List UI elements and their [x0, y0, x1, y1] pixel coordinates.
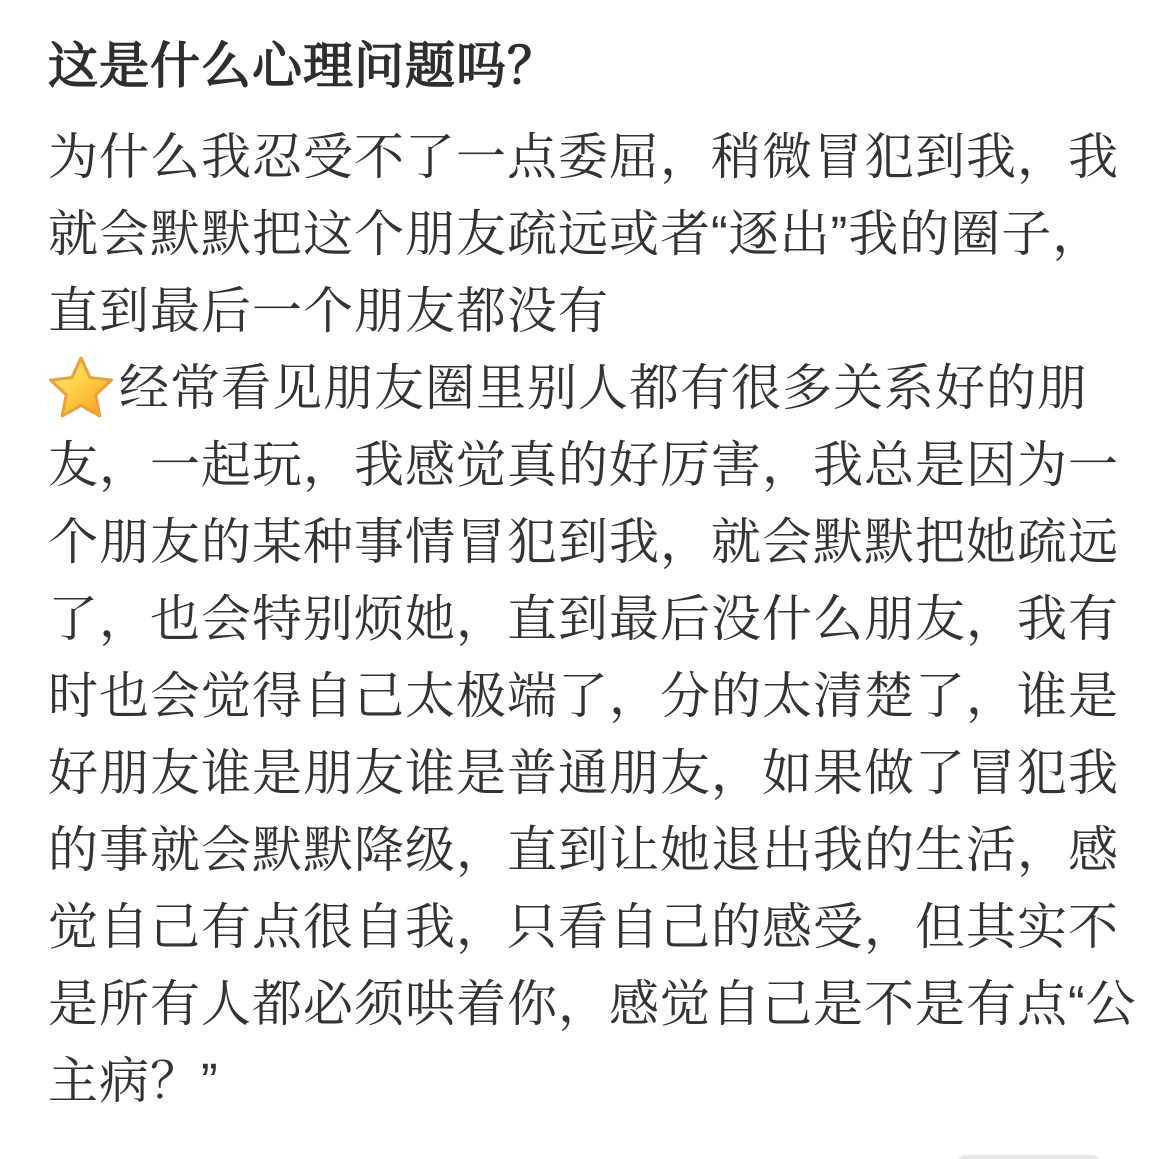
body-text-line: 的事就会默默降级，直到让她退出我的生活，感 — [48, 822, 1119, 878]
star-icon — [48, 356, 114, 422]
question-body — [48, 119, 1137, 1120]
body-text-line: 好朋友谁是朋友谁是普通朋友，如果做了冒犯我 — [48, 745, 1119, 801]
body-text-line: 就会默默把这个朋友疏远或者“逐出”我的圈子， — [48, 206, 1104, 262]
body-text-line: 是所有人都必须哄着你，感觉自己是不是有点“公 — [48, 976, 1137, 1032]
body-text-line: 主病？” — [48, 1053, 219, 1109]
body-text-line: 友，一起玩，我感觉真的好厉害，我总是因为一 — [48, 437, 1119, 493]
body-text: 经常看见朋友圈里别人都有很多关系好的朋 — [119, 360, 1088, 416]
body-text-line: 了，也会特别烦她，直到最后没什么朋友，我有 — [48, 591, 1119, 647]
body-text-line: 为什么我忍受不了一点委屈，稍微冒犯到我，我 — [48, 129, 1119, 185]
question-title: 这是什么心理问题吗？ — [48, 38, 558, 94]
body-text-line: 个朋友的某种事情冒犯到我，就会默默把她疏远 — [48, 514, 1119, 570]
body-text-line — [48, 350, 1126, 427]
body-text-line: 时也会觉得自己太极端了，分的太清楚了，谁是 — [48, 668, 1119, 724]
body-text-line: 直到最后一个朋友都没有 — [48, 283, 609, 339]
body-text-line: 觉自己有点很自我，只看自己的感受，但其实不 — [48, 899, 1119, 955]
partial-bottom-button[interactable] — [958, 1155, 1100, 1159]
question-post — [48, 36, 1137, 1120]
